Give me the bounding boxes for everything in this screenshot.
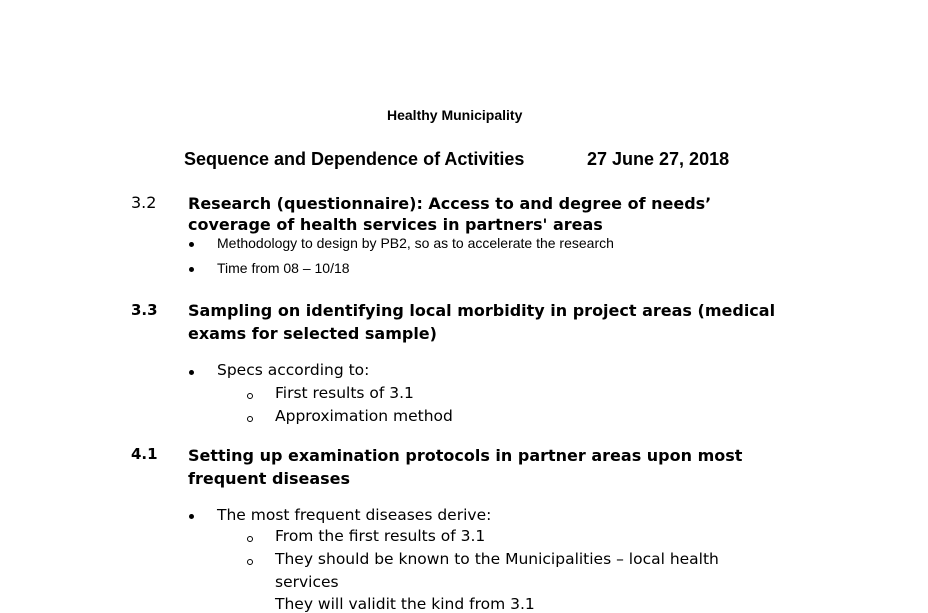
- section-heading: [188, 444, 742, 490]
- section-number: 3.2: [131, 193, 157, 212]
- sub-bullet-icon: [247, 416, 253, 422]
- bullet-icon: [189, 267, 194, 272]
- section-heading: [188, 299, 775, 345]
- sub-bullet-item-continuation: services: [275, 573, 339, 591]
- bullet-item: The most frequent diseases derive:: [217, 506, 492, 524]
- section-heading-line: Sampling on identifying local morbidity in project areas (medical: [188, 301, 776, 320]
- sub-bullet-item: They should be known to the Municipalities – local health: [275, 550, 719, 568]
- bullet-icon: [189, 370, 194, 375]
- section-heading-line: Setting up examination protocols in partner areas upon most: [188, 446, 743, 465]
- document-subtitle: Sequence and Dependence of Activities: [184, 149, 525, 169]
- document-date: 27 June 27, 2018: [587, 149, 730, 169]
- section-heading: [188, 193, 711, 235]
- sub-bullet-item: They will validit the kind from 3.1: [275, 595, 535, 613]
- sub-bullet-icon: [247, 393, 253, 399]
- section-heading-line: coverage of health services in partners' areas: [188, 215, 603, 234]
- sub-bullet-item: Approximation method: [275, 407, 453, 425]
- section-heading-line: exams for selected sample): [188, 324, 437, 343]
- sub-bullet-item: First results of 3.1: [275, 384, 414, 402]
- bullet-item: Time from 08 – 10/18: [217, 260, 350, 276]
- sub-bullet-icon: [247, 536, 253, 542]
- sub-bullet-item: From the first results of 3.1: [275, 527, 486, 545]
- section-heading-line: Research (questionnaire): Access to and degree of needs’: [188, 194, 712, 213]
- bullet-item: Specs according to:: [217, 361, 370, 379]
- section-heading-line: frequent diseases: [188, 469, 351, 488]
- document-title: Healthy Municipality: [387, 107, 523, 123]
- bullet-icon: [189, 514, 194, 519]
- section-number: 4.1: [131, 445, 158, 463]
- bullet-icon: [189, 242, 194, 247]
- section-number: 3.3: [131, 301, 158, 319]
- bullet-item: Methodology to design by PB2, so as to accelerate the research: [217, 235, 614, 251]
- sub-bullet-icon: [247, 559, 253, 565]
